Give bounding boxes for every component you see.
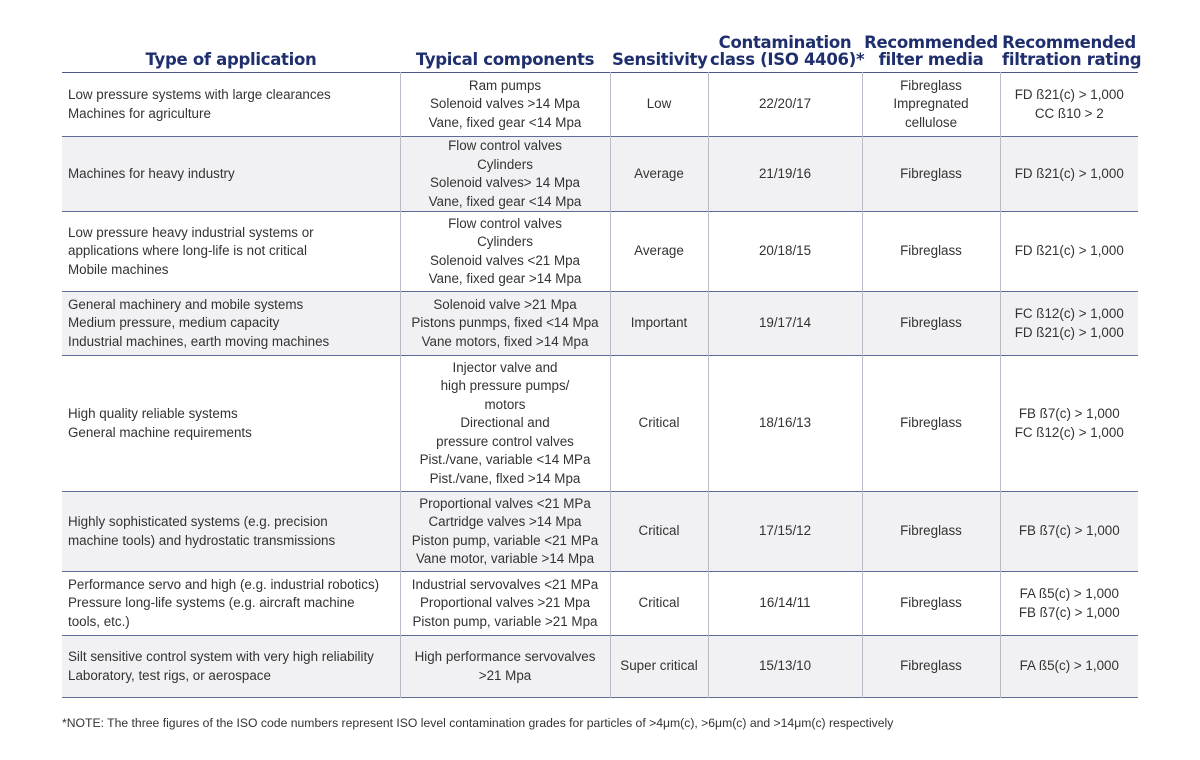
application-line: Mobile machines [68, 261, 169, 277]
contamination-class-cell: 21/19/16 [708, 137, 862, 212]
application-cell [62, 73, 400, 137]
sensitivity-cell: Critical [610, 492, 708, 572]
filtration-rating-line: CC ß10 > 2 [1034, 105, 1104, 121]
sensitivity-cell: Low [610, 73, 708, 137]
application-line: Medium pressure, medium capacity [68, 315, 280, 331]
application-cell [62, 212, 400, 292]
table-row [62, 292, 1138, 356]
filter-media-line: Impregnated [893, 96, 969, 112]
filtration-rating-line: FC ß12(c) > 1,000 [1014, 424, 1124, 440]
application-cell [62, 572, 400, 636]
components-cell [400, 212, 610, 292]
components-line: Cartridge valves >14 Mpa [428, 514, 582, 529]
application-line: General machinery and mobile systems [68, 296, 304, 312]
components-line: Solenoid valves >14 Mpa [430, 96, 580, 112]
components-line: >21 Mpa [478, 667, 532, 683]
filtration-rating-line: FA ß5(c) > 1,000 [1019, 658, 1119, 674]
filter-media-cell [862, 356, 1000, 492]
header-line: class (ISO 4406)* [710, 50, 865, 69]
filter-media-line: Fibreglass [900, 243, 962, 259]
header-line: filter media [878, 50, 984, 69]
contamination-class-cell: 20/18/15 [708, 212, 862, 292]
application-cell [62, 492, 400, 572]
filter-media-line: Fibreglass [900, 523, 962, 539]
filter-media-cell [862, 212, 1000, 292]
filter-media-cell [862, 73, 1000, 137]
filter-media-line: Fibreglass [900, 165, 962, 181]
components-line: Vane, fixed gear >14 Mpa [428, 271, 582, 286]
header-filter-media [862, 28, 1000, 73]
table-body [62, 73, 1138, 698]
application-line: Low pressure heavy industrial systems or [68, 224, 314, 240]
filtration-rating-cell [1000, 212, 1138, 292]
filtration-rating-cell [1000, 137, 1138, 212]
components-line: Proportional valves <21 MPa [419, 495, 591, 511]
contamination-class-cell: 16/14/11 [708, 572, 862, 636]
filter-media-cell [862, 137, 1000, 212]
filter-media-cell [862, 292, 1000, 356]
sensitivity-cell: Average [610, 212, 708, 292]
components-line: Cylinders [477, 234, 533, 249]
application-line: Machines for heavy industry [68, 165, 235, 181]
components-cell [400, 73, 610, 137]
filtration-rating-line: FB ß7(c) > 1,000 [1018, 523, 1120, 539]
components-line: Flow control valves [448, 215, 562, 231]
components-line: Pist./vane, flxed >14 Mpa [429, 470, 581, 486]
components-line: Cylinders [477, 156, 533, 172]
filtration-rating-line: FD ß21(c) > 1,000 [1014, 324, 1124, 340]
sensitivity-cell: Super critical [610, 636, 708, 698]
table-row [62, 356, 1138, 492]
components-line: Pistons punmps, fixed <14 Mpa [411, 315, 599, 331]
table-row [62, 572, 1138, 636]
components-line: Industrial servovalves <21 MPa [411, 576, 599, 592]
sensitivity-cell: Critical [610, 356, 708, 492]
components-line: Vane, fixed gear <14 Mpa [428, 114, 582, 130]
filtration-rating-line: FA ß5(c) > 1,000 [1019, 586, 1119, 601]
components-line: pressure control valves [436, 433, 574, 449]
table-row [62, 212, 1138, 292]
application-line: Low pressure systems with large clearances [68, 87, 331, 102]
components-line: Vane motor, variable >14 Mpa [415, 551, 595, 566]
header-sensitivity [610, 28, 708, 73]
components-line: Piston pump, variable >21 Mpa [412, 613, 598, 629]
header-components [400, 28, 610, 73]
contamination-class-cell: 22/20/17 [708, 73, 862, 137]
contamination-table [62, 28, 1142, 698]
filtration-rating-line: FD ß21(c) > 1,000 [1014, 87, 1124, 102]
filter-media-cell [862, 636, 1000, 698]
sensitivity-cell: Average [610, 137, 708, 212]
filter-media-line: Fibreglass [900, 315, 962, 331]
header-line: Type of application [145, 50, 317, 69]
filtration-rating-line: FB ß7(c) > 1,000 [1018, 604, 1120, 620]
table-row [62, 636, 1138, 698]
application-cell [62, 356, 400, 492]
header-line: filtration rating [1002, 50, 1142, 69]
contamination-class-cell: 19/17/14 [708, 292, 862, 356]
header-line: Sensitivity [612, 50, 708, 69]
filtration-rating-line: FC ß12(c) > 1,000 [1014, 306, 1124, 321]
components-line: Proportional valves >21 Mpa [419, 595, 591, 611]
contamination-class-cell: 15/13/10 [708, 636, 862, 698]
filter-media-line: Fibreglass [900, 415, 962, 431]
application-line: Performance servo and high (e.g. industrial robotics) [68, 576, 380, 592]
components-cell [400, 492, 610, 572]
header-line: Contamination [718, 33, 852, 52]
contamination-class-cell: 17/15/12 [708, 492, 862, 572]
components-cell [400, 636, 610, 698]
filtration-rating-line: FB ß7(c) > 1,000 [1018, 406, 1120, 421]
application-cell [62, 636, 400, 698]
filter-media-line: Fibreglass [900, 658, 962, 674]
footnote: *NOTE: The three figures of the ISO code numbers represent ISO level contamination grades for particles of >4μm(c), >6μm(c) and >14μm(c) respectively [62, 716, 894, 730]
application-line: Laboratory, test rigs, or aerospace [68, 667, 271, 683]
header-line: Typical components [415, 50, 595, 69]
filtration-rating-cell [1000, 356, 1138, 492]
components-line: Solenoid valves <21 Mpa [430, 252, 580, 268]
components-line: Solenoid valve >21 Mpa [433, 296, 577, 312]
components-line: Injector valve and [452, 359, 558, 375]
header-line: Recommended [1002, 33, 1136, 52]
table-row [62, 137, 1138, 212]
filter-media-cell [862, 492, 1000, 572]
filtration-rating-cell [1000, 572, 1138, 636]
application-line: tools, etc.) [68, 613, 130, 629]
filtration-rating-line: FD ß21(c) > 1,000 [1014, 243, 1124, 259]
application-line: Industrial machines, earth moving machines [68, 333, 330, 349]
table-row [62, 492, 1138, 572]
application-line: applications where long-life is not critical [68, 243, 307, 259]
filtration-rating-cell [1000, 492, 1138, 572]
sensitivity-cell: Critical [610, 572, 708, 636]
components-line: Piston pump, variable <21 MPa [411, 532, 599, 548]
components-line: high pressure pumps/ [440, 378, 570, 394]
filtration-rating-cell [1000, 292, 1138, 356]
filter-media-line: Fibreglass [900, 77, 962, 93]
components-line: Ram pumps [468, 77, 542, 93]
application-line: Pressure long-life systems (e.g. aircraft machine [68, 595, 355, 611]
filtration-rating-cell [1000, 73, 1138, 137]
application-line: Silt sensitive control system with very high reliability [68, 649, 374, 664]
application-cell [62, 292, 400, 356]
header-line: Recommended [864, 33, 998, 52]
components-line: Solenoid valves> 14 Mpa [430, 175, 580, 190]
application-line: Machines for agriculture [68, 105, 211, 121]
filter-media-cell [862, 572, 1000, 636]
application-line: Highly sophisticated systems (e.g. precision [68, 514, 328, 529]
application-line: General machine requirements [68, 424, 252, 440]
components-line: High performance servovalves [414, 649, 596, 664]
application-line: High quality reliable systems [68, 406, 238, 421]
components-cell [400, 572, 610, 636]
components-line: Pist./vane, variable <14 MPa [419, 452, 591, 468]
application-line: machine tools) and hydrostatic transmissions [68, 532, 336, 548]
header-row [62, 28, 1138, 73]
components-line: Directional and [460, 415, 550, 431]
components-cell [400, 356, 610, 492]
table-row [62, 73, 1138, 137]
contamination-class-cell: 18/16/13 [708, 356, 862, 492]
filtration-rating-line: FD ß21(c) > 1,000 [1014, 165, 1124, 181]
components-line: motors [484, 396, 526, 412]
components-line: Vane motors, fixed >14 Mpa [421, 333, 589, 349]
application-cell [62, 137, 400, 212]
components-cell [400, 292, 610, 356]
components-line: Vane, fixed gear <14 Mpa [428, 193, 582, 209]
sensitivity-cell: Important [610, 292, 708, 356]
filtration-rating-cell [1000, 636, 1138, 698]
components-cell [400, 137, 610, 212]
header-application [62, 28, 400, 73]
filter-media-line: Fibreglass [900, 595, 962, 611]
filter-media-line: cellulose [904, 114, 958, 130]
components-line: Flow control valves [448, 138, 562, 153]
header-filtration-rating [1000, 28, 1142, 73]
header-contamination-class [708, 28, 865, 73]
